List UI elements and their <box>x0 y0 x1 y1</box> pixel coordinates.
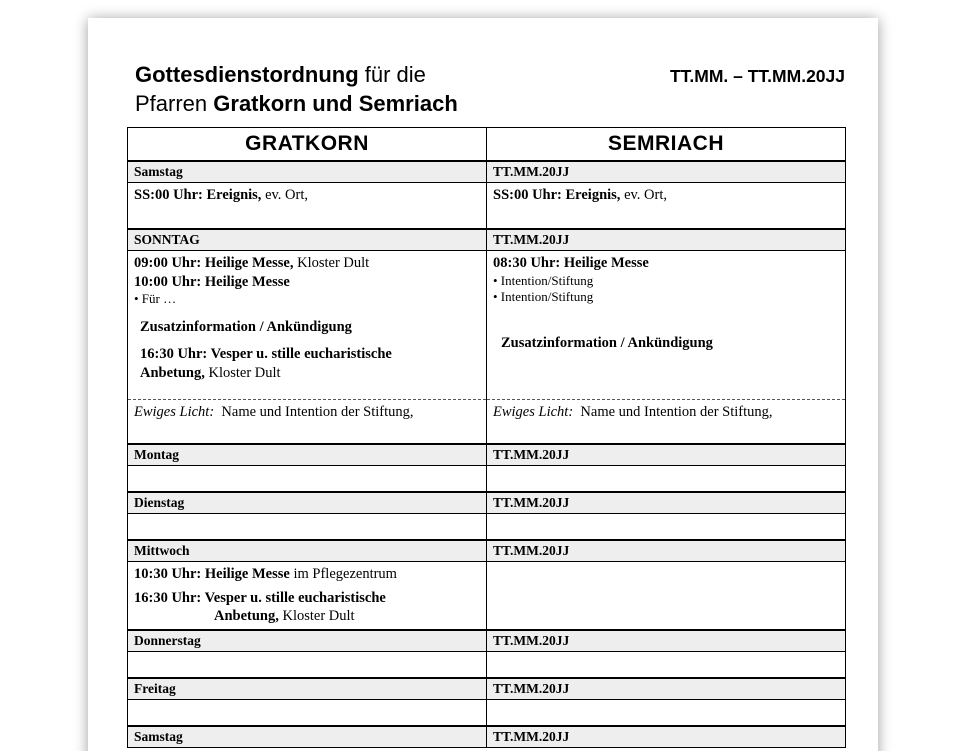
schedule-line <box>134 565 480 584</box>
text-segment: 16:30 Uhr: Vesper u. stille eucharistische <box>134 589 386 606</box>
schedule-line <box>493 289 839 306</box>
schedule-line <box>134 345 480 364</box>
text-segment: 10:00 Uhr: Heilige Messe <box>134 273 290 290</box>
title-bold-part2: Gratkorn und Semriach <box>213 91 458 116</box>
text-segment: Zusatzinformation / Ankündigung <box>140 318 352 335</box>
date-range-label: TT.MM. – TT.MM.20JJ <box>669 66 845 86</box>
text-segment: ev. Ort, <box>261 187 309 203</box>
text-segment: ev. Ort, <box>620 187 668 203</box>
schedule-line <box>493 403 839 422</box>
content-cell <box>128 400 487 444</box>
schedule-line <box>493 254 839 273</box>
line-spacer <box>134 308 480 318</box>
text-segment: Name und Intention der Stiftung, <box>214 404 414 420</box>
content-cell <box>128 652 487 678</box>
content-cell <box>128 466 487 492</box>
day-cell: Dienstag <box>128 492 487 514</box>
title-regular-part: für die <box>358 62 426 87</box>
schedule-line <box>134 589 480 608</box>
text-segment: Kloster Dult <box>293 255 370 271</box>
text-segment: SS:00 Uhr: Ereignis, <box>493 187 621 203</box>
day-cell: Freitag <box>128 678 487 700</box>
title-regular-part2: Pfarren <box>135 91 214 116</box>
content-cell <box>128 183 487 229</box>
content-cell <box>487 514 846 540</box>
schedule-line <box>493 334 839 353</box>
day-cell: SONNTAG <box>128 229 487 251</box>
text-segment: • Intention/Stiftung <box>493 289 594 304</box>
column-header-gratkorn: GRATKORN <box>128 128 487 161</box>
schedule-row <box>128 700 846 726</box>
text-segment: Zusatzinformation / Ankündigung <box>501 334 713 351</box>
schedule-line <box>134 403 480 422</box>
schedule-line <box>134 254 480 273</box>
day-cell: Samstag <box>128 161 487 183</box>
text-segment: Ewiges Licht: <box>134 404 215 420</box>
schedule-row <box>128 652 846 678</box>
date-cell: TT.MM.20JJ <box>487 229 846 251</box>
schedule-line <box>134 291 480 308</box>
day-cell: Mittwoch <box>128 540 487 562</box>
schedule-row <box>128 514 846 540</box>
day-cell: Donnerstag <box>128 630 487 652</box>
text-segment: 16:30 Uhr: Vesper u. stille eucharistische <box>140 346 392 362</box>
text-segment: 08:30 Uhr: Heilige Messe <box>493 255 649 271</box>
page-title-line2 <box>135 89 458 118</box>
schedule-row <box>128 466 846 492</box>
day-row <box>128 540 846 562</box>
text-segment: Name und Intention der Stiftung, <box>573 404 773 420</box>
content-cell <box>487 183 846 229</box>
page-title-line1 <box>135 60 458 89</box>
line-spacer <box>493 306 839 334</box>
schedule-line <box>493 186 839 205</box>
document-page <box>88 18 878 751</box>
date-cell: TT.MM.20JJ <box>487 161 846 183</box>
table-header-row <box>128 128 846 161</box>
day-cell: Montag <box>128 444 487 466</box>
date-cell: TT.MM.20JJ <box>487 678 846 700</box>
schedule-table-body <box>128 161 846 748</box>
title-bold-part: Gottesdienstordnung <box>135 62 359 87</box>
schedule-table <box>127 127 846 748</box>
schedule-line <box>493 273 839 290</box>
schedule-line <box>134 364 480 383</box>
text-segment: 09:00 Uhr: Heilige Messe, <box>134 255 294 271</box>
content-cell <box>487 700 846 726</box>
content-cell <box>487 251 846 400</box>
day-cell: Samstag <box>128 726 487 748</box>
content-cell <box>128 562 487 630</box>
text-segment: SS:00 Uhr: Ereignis, <box>134 187 262 203</box>
schedule-row <box>128 562 846 630</box>
text-segment: Ewiges Licht: <box>493 404 574 420</box>
schedule-line <box>134 186 480 205</box>
schedule-line <box>134 607 480 626</box>
text-segment: 10:30 Uhr: Heilige Messe <box>134 566 290 582</box>
date-cell: TT.MM.20JJ <box>487 540 846 562</box>
page-title <box>135 60 458 118</box>
content-cell <box>487 562 846 630</box>
text-segment: im Pflegezentrum <box>289 566 397 582</box>
text-segment: Anbetung, <box>140 364 205 381</box>
day-row <box>128 678 846 700</box>
day-row <box>128 161 846 183</box>
day-row <box>128 444 846 466</box>
column-header-semriach: SEMRIACH <box>487 128 846 161</box>
content-cell <box>487 466 846 492</box>
schedule-row <box>128 400 846 444</box>
day-row <box>128 492 846 514</box>
schedule-line <box>134 273 480 292</box>
day-row <box>128 726 846 748</box>
schedule-line <box>134 318 480 337</box>
text-segment: Kloster Dult <box>278 608 355 624</box>
content-cell <box>487 400 846 444</box>
document-header <box>135 60 845 118</box>
day-row <box>128 630 846 652</box>
date-cell: TT.MM.20JJ <box>487 630 846 652</box>
text-segment: Anbetung, <box>214 608 279 624</box>
date-cell: TT.MM.20JJ <box>487 444 846 466</box>
text-segment: Kloster Dult <box>204 364 281 381</box>
text-segment: • Intention/Stiftung <box>493 272 594 288</box>
line-spacer <box>134 336 480 345</box>
date-cell: TT.MM.20JJ <box>487 726 846 748</box>
content-cell <box>128 251 487 400</box>
content-cell <box>128 514 487 540</box>
text-segment: • Für … <box>134 291 177 306</box>
content-cell <box>487 652 846 678</box>
schedule-row <box>128 251 846 400</box>
content-cell <box>128 700 487 726</box>
day-row <box>128 229 846 251</box>
schedule-row <box>128 183 846 229</box>
date-cell: TT.MM.20JJ <box>487 492 846 514</box>
